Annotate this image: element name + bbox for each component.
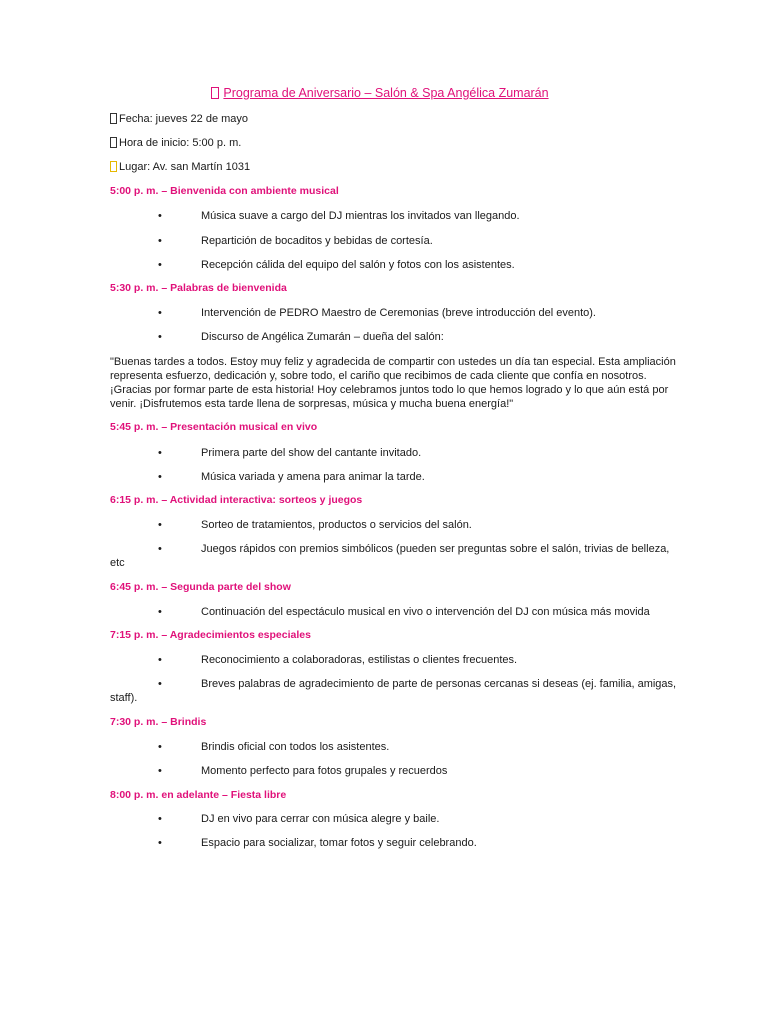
bullet-icon: •: [158, 765, 162, 777]
time-line: [110, 137, 241, 149]
title-text: Programa de Aniversario – Salón & Spa Angélica Zumarán: [223, 86, 549, 100]
missing-glyph-icon: [110, 113, 117, 124]
list-item-continuation: staff).: [110, 692, 138, 704]
welcome-speech-quote: [110, 355, 676, 411]
bullet-icon: •: [158, 471, 162, 483]
list-item-text: Primera parte del show del cantante invitado.: [201, 447, 422, 459]
list-item-text: Momento perfecto para fotos grupales y recuerdos: [201, 765, 448, 777]
section-heading: 7:30 p. m. – Brindis: [110, 716, 207, 728]
quote-line: ¡Gracias por formar parte de esta historia! Hoy celebramos juntos todo lo que hemos logrado y lo que aún está por: [110, 384, 669, 396]
bullet-icon: •: [158, 813, 162, 825]
quote-line: venir. ¡Disfrutemos esta tarde llena de sorpresas, música y mucha buena energía!": [110, 398, 514, 410]
bullet-icon: •: [158, 519, 162, 531]
bullet-icon: •: [158, 606, 162, 618]
section-heading: 8:00 p. m. en adelante – Fiesta libre: [110, 789, 287, 801]
bullet-icon: •: [158, 210, 162, 222]
date-line: [110, 113, 248, 125]
section-heading: 6:45 p. m. – Segunda parte del show: [110, 581, 291, 593]
missing-glyph-icon: [110, 161, 117, 172]
list-item-text: Continuación del espectáculo musical en vivo o intervención del DJ con música más movida: [201, 606, 650, 618]
list-item-text: Música suave a cargo del DJ mientras los invitados van llegando.: [201, 210, 520, 222]
list-item-text: Reconocimiento a colaboradoras, estilistas o clientes frecuentes.: [201, 654, 518, 666]
list-item-text: Espacio para socializar, tomar fotos y seguir celebrando.: [201, 837, 477, 849]
list-item-text: Repartición de bocaditos y bebidas de cortesía.: [201, 235, 433, 247]
place-line: [110, 161, 250, 173]
bullet-icon: •: [158, 307, 162, 319]
missing-glyph-icon: [211, 87, 219, 99]
bullet-icon: •: [158, 447, 162, 459]
list-item-text: Brindis oficial con todos los asistentes.: [201, 741, 390, 753]
section-heading: 7:15 p. m. – Agradecimientos especiales: [110, 629, 311, 641]
quote-line: "Buenas tardes a todos. Estoy muy feliz y agradecida de compartir con ustedes un día tan especial. Esta ampliación: [110, 356, 676, 368]
bullet-icon: •: [158, 678, 162, 690]
bullet-icon: •: [158, 654, 162, 666]
date-text: Fecha: jueves 22 de mayo: [119, 113, 249, 125]
list-item-text: Breves palabras de agradecimiento de parte de personas cercanas si deseas (ej. familia, amigas,: [201, 678, 677, 690]
bullet-icon: •: [158, 837, 162, 849]
bullet-icon: •: [158, 259, 162, 271]
list-item-continuation: etc: [110, 557, 125, 569]
document-title: [110, 86, 650, 100]
list-item-text: DJ en vivo para cerrar con música alegre y baile.: [201, 813, 440, 825]
bullet-icon: •: [158, 235, 162, 247]
list-item-text: Discurso de Angélica Zumarán – dueña del salón:: [201, 331, 444, 343]
quote-line: representa esfuerzo, dedicación y, sobre todo, el cariño que recibimos de cada cliente que confía en nosotros.: [110, 370, 647, 382]
missing-glyph-icon: [110, 137, 117, 148]
list-item-text: Música variada y amena para animar la tarde.: [201, 471, 425, 483]
bullet-icon: •: [158, 331, 162, 343]
section-heading: 6:15 p. m. – Actividad interactiva: sorteos y juegos: [110, 494, 363, 506]
list-item-text: Juegos rápidos con premios simbólicos (pueden ser preguntas sobre el salón, trivias de belleza,: [201, 543, 670, 555]
place-text: Lugar: Av. san Martín 1031: [119, 161, 251, 173]
section-heading: 5:30 p. m. – Palabras de bienvenida: [110, 282, 287, 294]
section-heading: 5:45 p. m. – Presentación musical en vivo: [110, 421, 318, 433]
list-item-text: Recepción cálida del equipo del salón y fotos con los asistentes.: [201, 259, 515, 271]
section-heading: 5:00 p. m. – Bienvenida con ambiente musical: [110, 185, 339, 197]
list-item-text: Intervención de PEDRO Maestro de Ceremonias (breve introducción del evento).: [201, 307, 596, 319]
bullet-icon: •: [158, 741, 162, 753]
time-text: Hora de inicio: 5:00 p. m.: [119, 137, 242, 149]
bullet-icon: •: [158, 543, 162, 555]
list-item-text: Sorteo de tratamientos, productos o servicios del salón.: [201, 519, 472, 531]
